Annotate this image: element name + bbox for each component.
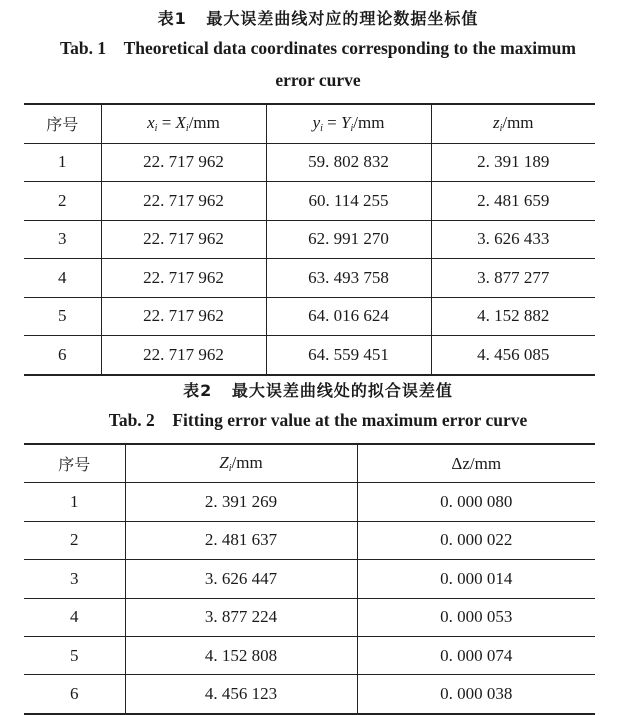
table2-title-en: Fitting error value at the maximum error curve	[172, 410, 528, 430]
table1-cell-y: 63. 493 758	[266, 259, 431, 298]
table2-cell-dz: 0. 000 038	[357, 675, 595, 714]
table2-label-zh: 表2	[183, 381, 213, 400]
table-row	[24, 220, 595, 259]
table2-cell-dz: 0. 000 080	[357, 483, 595, 521]
table2-cell-z: 3. 877 224	[125, 598, 357, 636]
table1-cell-y: 64. 016 624	[266, 297, 431, 336]
table2-cell-z: 4. 456 123	[125, 675, 357, 714]
table2-cell-index: 5	[70, 645, 79, 665]
table2-caption-zh	[0, 378, 636, 401]
table-row	[24, 143, 595, 182]
table2-cell-dz: 0. 000 053	[357, 598, 595, 636]
table2-cell-index: 1	[70, 492, 79, 512]
table-row	[24, 675, 595, 714]
table-row	[24, 560, 595, 598]
table2-cell-z: 4. 152 808	[125, 636, 357, 674]
table2	[24, 443, 595, 715]
table2-cell-index: 6	[70, 684, 79, 704]
table-row	[24, 636, 595, 674]
table1-header-x: $x_i = X_i/mm$	[101, 104, 266, 143]
table2-cell-dz: 0. 000 074	[357, 636, 595, 674]
table2-header-dz: Δz/mm	[357, 444, 595, 483]
table1-cell-z: 3. 877 277	[431, 259, 595, 298]
table1-cell-z: 2. 391 189	[431, 143, 595, 182]
table2-header-z: $Z_i/mm$	[125, 444, 357, 483]
table-row	[24, 598, 595, 636]
table1-label-zh: 表1	[157, 9, 187, 28]
table1-cell-x: 22. 717 962	[101, 336, 266, 375]
table1-cell-y: 64. 559 451	[266, 336, 431, 375]
table1-cell-z: 4. 152 882	[431, 297, 595, 336]
table1-cell-y: 62. 991 270	[266, 220, 431, 259]
table1-header-z: $z_i/mm$	[431, 104, 595, 143]
table1-cell-x: 22. 717 962	[101, 297, 266, 336]
table-row	[24, 297, 595, 336]
table1-title-en-line2: error curve	[275, 70, 361, 90]
table-row	[24, 483, 595, 521]
table2-cell-index: 2	[70, 530, 79, 550]
table2-cell-index: 3	[70, 568, 79, 588]
table2-cell-z: 2. 481 637	[125, 521, 357, 559]
table1-cell-index: 4	[58, 267, 67, 287]
table2-cell-z: 3. 626 447	[125, 560, 357, 598]
table1-cell-y: 59. 802 832	[266, 143, 431, 182]
table2-cell-dz: 0. 000 022	[357, 521, 595, 559]
table1	[24, 103, 595, 376]
table2-cell-z: 2. 391 269	[125, 483, 357, 521]
table1-caption-zh	[0, 6, 636, 29]
table1-cell-index: 5	[58, 306, 67, 326]
table2-label-en: Tab. 2	[108, 410, 155, 430]
table1-caption-en-line2	[0, 70, 636, 91]
table1-caption-en	[0, 38, 636, 59]
table1-cell-index: 6	[58, 344, 67, 364]
table1-label-en: Tab. 1	[60, 38, 107, 58]
table2-cell-dz: 0. 000 014	[357, 560, 595, 598]
table-row	[24, 182, 595, 221]
table1-cell-z: 3. 626 433	[431, 220, 595, 259]
table2-header-row	[24, 444, 595, 483]
table2-cell-index: 4	[70, 607, 79, 627]
table1-cell-index: 1	[58, 152, 67, 172]
table1-cell-x: 22. 717 962	[101, 259, 266, 298]
table2-caption-en	[0, 410, 636, 431]
table1-cell-index: 2	[58, 190, 67, 210]
table2-title-zh: 最大误差曲线处的拟合误差值	[231, 381, 453, 400]
table1-header-y: $y_i = Y_i/mm$	[266, 104, 431, 143]
table2-header-index: 序号	[58, 455, 91, 475]
table1-title-en-line1: Theoretical data coordinates corresponding to the maximum	[123, 38, 576, 58]
table1-cell-y: 60. 114 255	[266, 182, 431, 221]
table1-title-zh: 最大误差曲线对应的理论数据坐标值	[206, 9, 479, 28]
table1-cell-z: 2. 481 659	[431, 182, 595, 221]
table1-cell-x: 22. 717 962	[101, 220, 266, 259]
table-row	[24, 336, 595, 375]
table1-cell-x: 22. 717 962	[101, 143, 266, 182]
table-row	[24, 259, 595, 298]
table1-cell-z: 4. 456 085	[431, 336, 595, 375]
table1-header-index: 序号	[46, 115, 79, 135]
table1-header-row	[24, 104, 595, 143]
table1-cell-x: 22. 717 962	[101, 182, 266, 221]
table-row	[24, 521, 595, 559]
table1-cell-index: 3	[58, 229, 67, 249]
